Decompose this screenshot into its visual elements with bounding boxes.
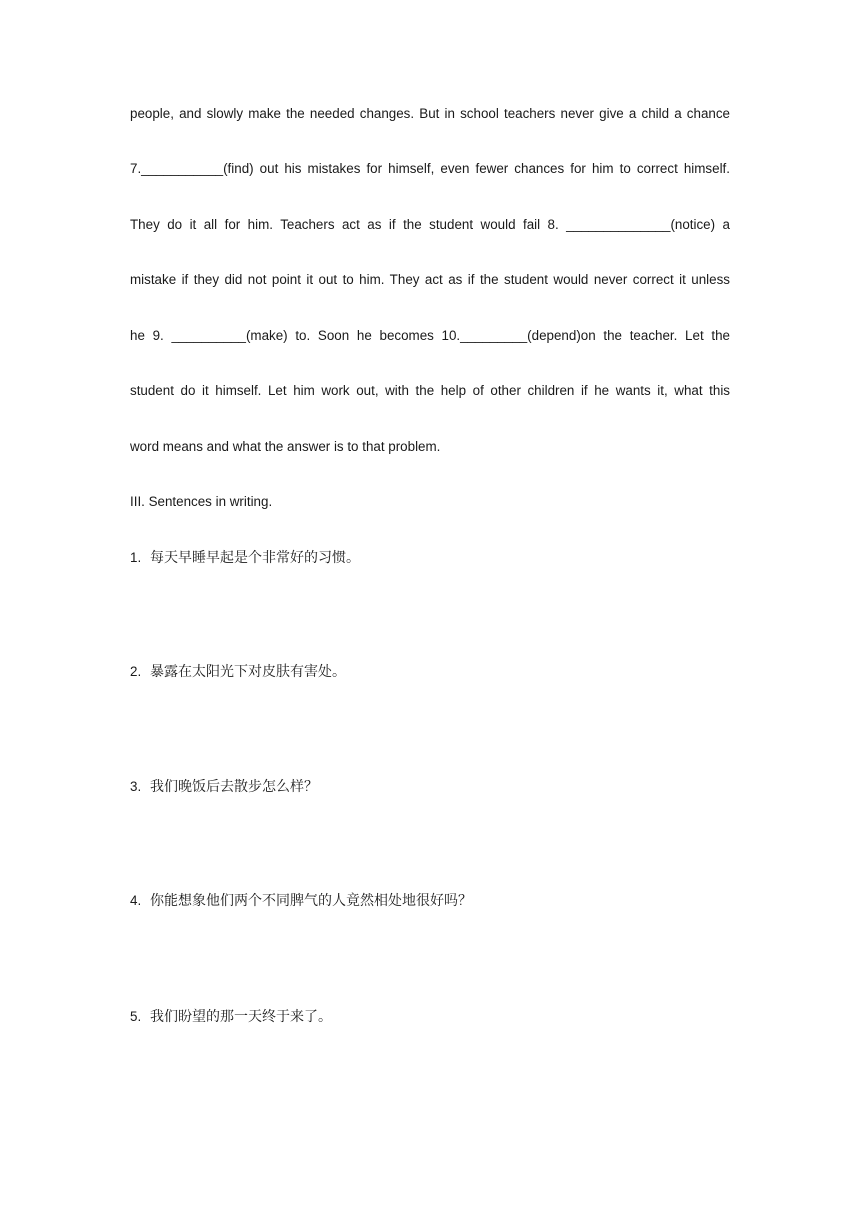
- passage-line-2: 7.___________(find) out his mistakes for himself, even fewer chances for him to correct himself.: [130, 161, 730, 176]
- sentence-item-5: [130, 1008, 730, 1026]
- sentence-item-3: [130, 778, 730, 796]
- passage-line-5: he 9. __________(make) to. Soon he becomes 10._________(depend)on the teacher. Let the: [130, 328, 730, 343]
- passage-line-1: people, and slowly make the needed changes. But in school teachers never give a child a chance: [130, 106, 730, 121]
- sentence-item-2: [130, 663, 730, 681]
- sentence-text: 你能想象他们两个不同脾气的人竟然相处地很好吗？: [150, 893, 472, 909]
- sentence-text: 每天早睡早起是个非常好的习惯。: [150, 550, 360, 566]
- sentence-number: 1.: [130, 550, 142, 565]
- sentence-text: 我们晚饭后去散步怎么样？: [150, 779, 318, 795]
- sentence-item-1: [130, 549, 730, 567]
- sentence-text: 暴露在太阳光下对皮肤有害处。: [150, 664, 346, 680]
- passage-line-3: They do it all for him. Teachers act as if the student would fail 8. ______________(notice) a: [130, 217, 730, 232]
- sentence-number: 5.: [130, 1009, 142, 1024]
- section-heading: III. Sentences in writing.: [130, 494, 273, 509]
- passage-line-4: mistake if they did not point it out to him. They act as if the student would never correct it unless: [130, 272, 730, 287]
- sentence-item-4: [130, 892, 730, 910]
- sentence-number: 3.: [130, 779, 142, 794]
- passage-line-7: word means and what the answer is to that problem.: [130, 439, 441, 454]
- sentence-text: 我们盼望的那一天终于来了。: [150, 1009, 332, 1025]
- passage-line-6: student do it himself. Let him work out, with the help of other children if he wants it, what this: [130, 383, 730, 398]
- sentence-number: 4.: [130, 893, 142, 908]
- sentence-number: 2.: [130, 664, 142, 679]
